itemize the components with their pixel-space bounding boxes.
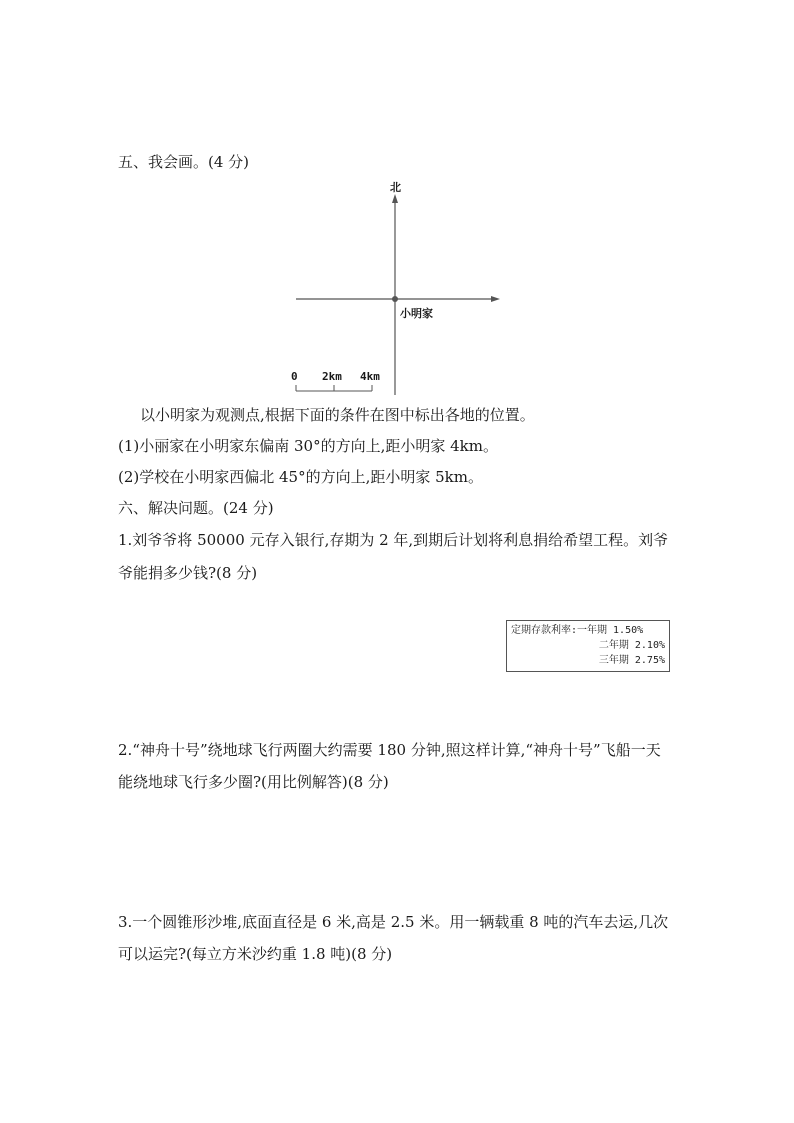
section-5-instruction: 以小明家为观测点,根据下面的条件在图中标出各地的位置。: [140, 406, 535, 424]
interest-rate-table: [506, 620, 670, 672]
rate-row-3: 三年期 2.75%: [598, 655, 665, 666]
east-arrow: [491, 296, 500, 302]
section-5-item-2: (2)学校在小明家西偏北 45°的方向上,距小明家 5km。: [118, 468, 483, 486]
question-3-line-1: 3.一个圆锥形沙堆,底面直径是 6 米,高是 2.5 米。用一辆载重 8 吨的汽车去运,几次: [118, 913, 669, 931]
direction-diagram: [280, 175, 520, 400]
section-5-title: 五、我会画。(4 分): [118, 153, 250, 171]
origin-label: 小明家: [400, 307, 433, 320]
question-1-line-2: 爷能捐多少钱?(8 分): [118, 564, 258, 582]
north-arrow: [392, 194, 398, 203]
question-2-line-2: 能绕地球飞行多少圈?(用比例解答)(8 分): [118, 773, 389, 791]
scale-label-0: 0: [291, 370, 298, 383]
origin-point: [392, 296, 398, 302]
scale-bar: [296, 385, 372, 391]
north-label: 北: [390, 181, 401, 194]
question-2-line-1: 2.“神舟十号”绕地球飞行两圈大约需要 180 分钟,照这样计算,“神舟十号”飞船一天: [118, 741, 661, 759]
rate-row-1: 定期存款利率:一年期 1.50%: [511, 625, 644, 636]
question-3-line-2: 可以运完?(每立方米沙约重 1.8 吨)(8 分): [118, 945, 393, 963]
rate-row-2: 二年期 2.10%: [598, 640, 665, 651]
section-6-title: 六、解决问题。(24 分): [118, 499, 274, 517]
scale-label-2km: 2km: [322, 370, 342, 383]
scale-label-4km: 4km: [360, 370, 380, 383]
question-1-line-1: 1.刘爷爷将 50000 元存入银行,存期为 2 年,到期后计划将利息捐给希望工程。刘爷: [118, 531, 669, 549]
section-5-item-1: (1)小丽家在小明家东偏南 30°的方向上,距小明家 4km。: [118, 437, 498, 455]
